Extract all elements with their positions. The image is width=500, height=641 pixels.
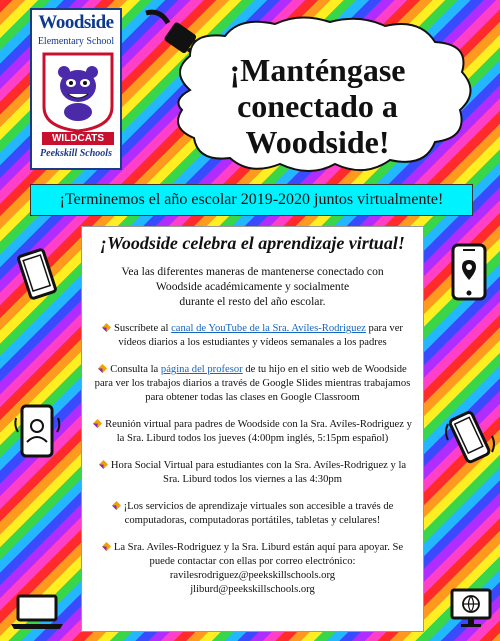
intro-line-2: Woodside académicamente y socialmente [155,280,350,293]
panel-title: ¡Woodside celebra el aprendizaje virtual! [100,233,405,253]
logo-school-subtitle: Elementary School [37,36,115,47]
list-item-teacher-page [92,363,413,405]
list-item-contact [92,541,413,597]
phone-location-icon [450,242,488,302]
bullet-icon [98,364,107,373]
item-text: Hora Social Virtual para estudiantes con la Sra. Avíles-Rodriguez y la Sra. Liburd todos los viernes a las 4:30pm [110,460,407,485]
intro-line-1: Vea las diferentes maneras de mantenerse conectado con [121,265,384,278]
item-text: Suscríbete al [114,323,172,334]
list-item-social-hour [92,459,413,487]
logo-banner: WILDCATS [42,132,114,145]
list-item-youtube [92,322,413,350]
youtube-channel-link[interactable]: canal de YouTube de la Sra. Avíles-Rodriguez [171,323,366,334]
logo-school-name: Woodside [38,12,114,33]
item-text: La Sra. Avíles-Rodriguez y la Sra. Liburd están aquí para apoyar. Se puede contactar con ellas por correo electrónico: [113,542,404,567]
item-text: de tu hijo en el sitio web de Woodside para ver los trabajos diarios a través de Google Slides mientras trabajamos para obtener todas las clases en Google Classroom [94,364,411,403]
monitor-globe-icon [448,586,494,632]
logo-district: Peekskill Schools [40,148,112,159]
bullet-icon [93,419,102,428]
panel-intro [92,264,413,309]
wildcat-mascot-icon [42,52,114,132]
item-text: Consulta la [110,364,161,375]
bullet-icon [112,501,121,510]
laptop-icon [8,592,66,632]
bullet-icon [99,460,108,469]
tablet-icon [12,246,62,302]
school-logo [30,8,122,170]
list-item-parent-meeting [92,418,413,446]
info-panel [81,226,424,632]
headline-line-3: Woodside! [245,124,390,160]
headline-line-2: conectado a [237,88,398,124]
email-jliburd[interactable]: jliburd@peekskillschools.org [190,584,315,595]
teacher-page-link[interactable]: página del profesor [160,364,243,375]
item-text: Reunión virtual para padres de Woodside con la Sra. Avíles-Rodriguez y la Sra. Liburd todos los jueves (4:00pm inglés, 5:15pm español) [105,419,412,444]
headline [205,52,430,160]
item-text: para ver vídeos diarios a los estudiantes y vídeos semanales a los padres [118,323,403,348]
list-item-devices [92,500,413,528]
bullet-icon [102,542,111,551]
intro-line-3: durante el resto del año escolar. [179,295,326,308]
bullet-icon [102,323,111,332]
item-text: ¡Los servicios de aprendizaje virtuales son accesible a través de computadoras, computadoras portátiles, tabletas y celulares! [123,501,394,526]
ringing-phone-icon [442,408,498,468]
school-year-banner: ¡Terminemos el año escolar 2019-2020 juntos virtualmente! [30,184,473,216]
video-call-phone-icon [12,400,64,462]
headline-line-1: ¡Manténgase [229,52,406,88]
email-ravilesrodriguez[interactable]: ravilesrodriguez@peekskillschools.org [169,570,336,581]
